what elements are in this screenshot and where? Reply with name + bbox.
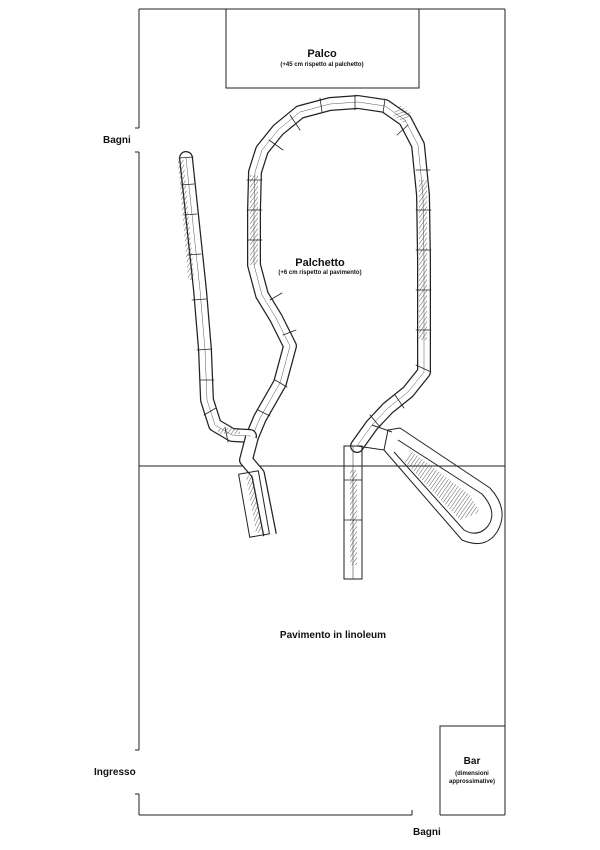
bar-note-line2: approssimative) bbox=[448, 779, 496, 785]
toilets-bottom-label: Bagni bbox=[413, 827, 441, 838]
stage-note: (+45 cm rispetto al palchetto) bbox=[280, 62, 364, 68]
bar-label: Bar bbox=[463, 756, 481, 767]
platform-label: Palchetto bbox=[295, 257, 345, 269]
floor-label: Pavimento in linoleum bbox=[279, 630, 387, 641]
track-lower-left-spur bbox=[239, 437, 270, 537]
entrance-label: Ingresso bbox=[94, 767, 136, 778]
bar-note-line1: (dimensioni bbox=[455, 771, 489, 777]
track-left-spur bbox=[178, 157, 250, 442]
platform-note: (+6 cm rispetto al pavimento) bbox=[278, 270, 362, 276]
toilets-top-label: Bagni bbox=[103, 135, 131, 146]
track-reverse-loop bbox=[357, 425, 502, 544]
stage-label: Palco bbox=[307, 48, 337, 60]
